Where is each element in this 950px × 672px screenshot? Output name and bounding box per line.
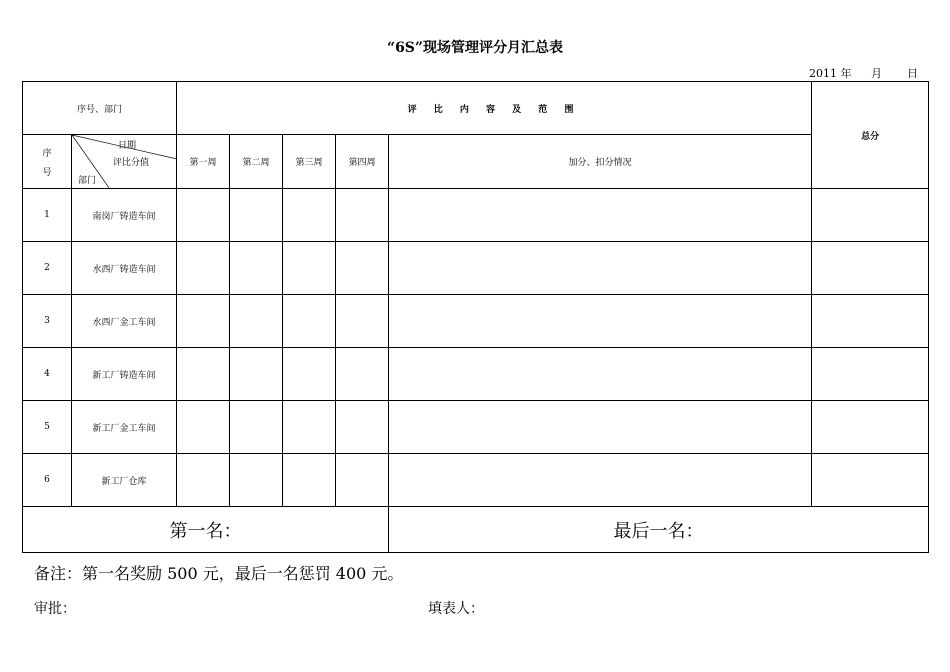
score-cell[interactable]: [283, 401, 336, 454]
summary-table: [22, 81, 929, 553]
score-cell[interactable]: [283, 348, 336, 401]
week-header: 第二周: [230, 135, 283, 189]
diagonal-header-cell: [72, 135, 177, 189]
score-cell[interactable]: [230, 401, 283, 454]
first-place-cell[interactable]: 第一名：: [23, 507, 389, 553]
score-cell[interactable]: [177, 189, 230, 242]
score-cell[interactable]: [283, 454, 336, 507]
approve-label: 审批：: [34, 601, 76, 617]
notes-cell[interactable]: [389, 189, 812, 242]
row-dept: 新工厂仓库: [72, 454, 177, 507]
row-number: 4: [23, 348, 72, 401]
table-row: [23, 348, 929, 401]
row-dept: 水西厂铸造车间: [72, 242, 177, 295]
row-number: 5: [23, 401, 72, 454]
corner-header: 序号、部门: [23, 82, 177, 135]
notes-cell[interactable]: [389, 401, 812, 454]
score-cell[interactable]: [283, 242, 336, 295]
row-number: 1: [23, 189, 72, 242]
page-title: “6S”现场管理评分月汇总表: [387, 40, 563, 56]
score-cell[interactable]: [230, 189, 283, 242]
week-header: 第三周: [283, 135, 336, 189]
score-cell[interactable]: [230, 454, 283, 507]
filler-label: 填表人：: [428, 601, 484, 617]
diag-score: 评比分值: [113, 158, 150, 168]
row-number: 2: [23, 242, 72, 295]
row-dept: 新工厂铸造车间: [72, 348, 177, 401]
week-header: 第四周: [336, 135, 389, 189]
remark-text: 备注：第一名奖励 500 元，最后一名惩罚 400 元。: [34, 564, 404, 583]
row-dept: 新工厂金工车间: [72, 401, 177, 454]
score-cell[interactable]: [177, 348, 230, 401]
seq-top: 序: [42, 148, 52, 159]
table-row: [23, 295, 929, 348]
score-cell[interactable]: [230, 242, 283, 295]
range-header: 评 比 内 容 及 范 围: [177, 82, 812, 135]
row-dept: 水西厂金工车间: [72, 295, 177, 348]
score-cell[interactable]: [177, 454, 230, 507]
score-cell[interactable]: [336, 295, 389, 348]
date-day: 日: [907, 67, 918, 80]
score-cell[interactable]: [177, 295, 230, 348]
row-number: 3: [23, 295, 72, 348]
score-cell[interactable]: [336, 454, 389, 507]
total-cell[interactable]: [812, 242, 929, 295]
diag-date: 日期: [118, 141, 137, 151]
total-cell[interactable]: [812, 295, 929, 348]
score-cell[interactable]: [336, 189, 389, 242]
total-header: 总分: [812, 82, 929, 189]
row-dept: 南岗厂铸造车间: [72, 189, 177, 242]
week-header: 第一周: [177, 135, 230, 189]
score-cell[interactable]: [177, 401, 230, 454]
score-cell[interactable]: [230, 295, 283, 348]
score-cell[interactable]: [336, 401, 389, 454]
notes-header: 加分、扣分情况: [389, 135, 812, 189]
total-cell[interactable]: [812, 348, 929, 401]
total-cell[interactable]: [812, 454, 929, 507]
table-row: [23, 401, 929, 454]
score-cell[interactable]: [230, 348, 283, 401]
date-year: 2011 年: [809, 67, 852, 80]
table-row: [23, 454, 929, 507]
seq-bottom: 号: [42, 167, 52, 178]
score-cell[interactable]: [336, 242, 389, 295]
notes-cell[interactable]: [389, 242, 812, 295]
score-cell[interactable]: [177, 242, 230, 295]
notes-cell[interactable]: [389, 348, 812, 401]
total-cell[interactable]: [812, 401, 929, 454]
date-month: 月: [871, 67, 882, 80]
last-place-cell[interactable]: 最后一名：: [389, 507, 929, 553]
score-cell[interactable]: [283, 295, 336, 348]
diag-dept: 部门: [78, 176, 97, 186]
row-number: 6: [23, 454, 72, 507]
score-cell[interactable]: [283, 189, 336, 242]
table-row: [23, 242, 929, 295]
notes-cell[interactable]: [389, 454, 812, 507]
notes-cell[interactable]: [389, 295, 812, 348]
total-cell[interactable]: [812, 189, 929, 242]
seq-header-cell: [23, 135, 72, 189]
table-row: [23, 189, 929, 242]
score-cell[interactable]: [336, 348, 389, 401]
